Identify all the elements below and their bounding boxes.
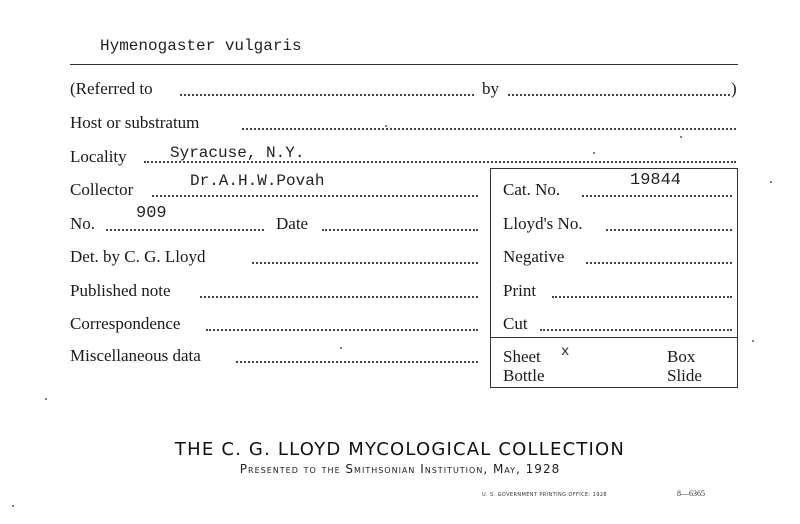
number-field bbox=[106, 229, 264, 231]
box-bottom-rule bbox=[490, 387, 738, 388]
box-left-rule bbox=[490, 168, 491, 388]
close-paren: ) bbox=[731, 79, 737, 98]
correspondence-label: Correspondence bbox=[70, 314, 181, 333]
sheet-mark: x bbox=[561, 344, 570, 360]
date-field bbox=[322, 229, 478, 231]
specimen-name: Hymenogaster vulgaris bbox=[100, 37, 302, 55]
referred-to-field bbox=[180, 94, 474, 96]
cat-no-field bbox=[582, 195, 732, 197]
form-number: 8—6365 bbox=[677, 489, 705, 498]
negative-field bbox=[586, 262, 732, 264]
by-label: by bbox=[482, 79, 499, 98]
scan-speck bbox=[385, 125, 387, 127]
scan-speck bbox=[45, 398, 47, 400]
collector-field bbox=[152, 195, 478, 197]
date-label: Date bbox=[276, 214, 309, 233]
det-by-label: Det. by C. G. Lloyd bbox=[70, 247, 206, 266]
published-note-label: Published note bbox=[70, 281, 171, 300]
scan-speck bbox=[770, 181, 772, 183]
cat-no-value: 19844 bbox=[630, 171, 682, 190]
det-by-field bbox=[252, 262, 478, 264]
cat-no-label: Cat. No. bbox=[503, 180, 561, 199]
cut-label: Cut bbox=[503, 314, 528, 333]
box-divider-rule bbox=[490, 337, 738, 338]
referred-to-label: (Referred to bbox=[70, 79, 153, 98]
name-rule bbox=[70, 64, 738, 65]
slide-label: Slide bbox=[667, 366, 702, 385]
scan-speck bbox=[680, 136, 682, 138]
print-label: Print bbox=[503, 281, 537, 300]
cut-field bbox=[540, 329, 732, 331]
number-label: No. bbox=[70, 214, 96, 233]
lloyds-no-label: Lloyd's No. bbox=[503, 214, 583, 233]
host-field bbox=[242, 128, 736, 130]
number-value: 909 bbox=[136, 204, 167, 223]
locality-value: Syracuse, N.Y. bbox=[170, 144, 305, 162]
scan-speck bbox=[340, 347, 342, 349]
box-label: Box bbox=[667, 347, 696, 366]
published-note-field bbox=[200, 296, 478, 298]
lloyds-no-field bbox=[606, 229, 732, 231]
locality-label: Locality bbox=[70, 147, 127, 166]
bottle-label: Bottle bbox=[503, 366, 545, 385]
printing-office-note: U. S. GOVERNMENT PRINTING OFFICE: 1928 bbox=[482, 492, 608, 498]
collector-label: Collector bbox=[70, 180, 134, 199]
correspondence-field bbox=[206, 329, 478, 331]
negative-label: Negative bbox=[503, 247, 565, 266]
collection-subtitle: Presented to the Smithsonian Institution, May, 1928 bbox=[239, 462, 561, 476]
collection-title: THE C. G. LLOYD MYCOLOGICAL COLLECTION bbox=[174, 439, 626, 460]
miscellaneous-field bbox=[236, 361, 478, 363]
scan-speck bbox=[12, 505, 14, 507]
sheet-label: Sheet bbox=[503, 347, 541, 366]
referred-by-field bbox=[508, 94, 730, 96]
miscellaneous-label: Miscellaneous data bbox=[70, 346, 201, 365]
box-right-rule bbox=[737, 168, 738, 388]
box-top-rule bbox=[490, 168, 738, 169]
scan-speck bbox=[593, 152, 595, 154]
collector-value: Dr.A.H.W.Povah bbox=[190, 172, 325, 190]
print-field bbox=[552, 296, 732, 298]
host-label: Host or substratum bbox=[70, 113, 200, 132]
scan-speck bbox=[752, 340, 754, 342]
